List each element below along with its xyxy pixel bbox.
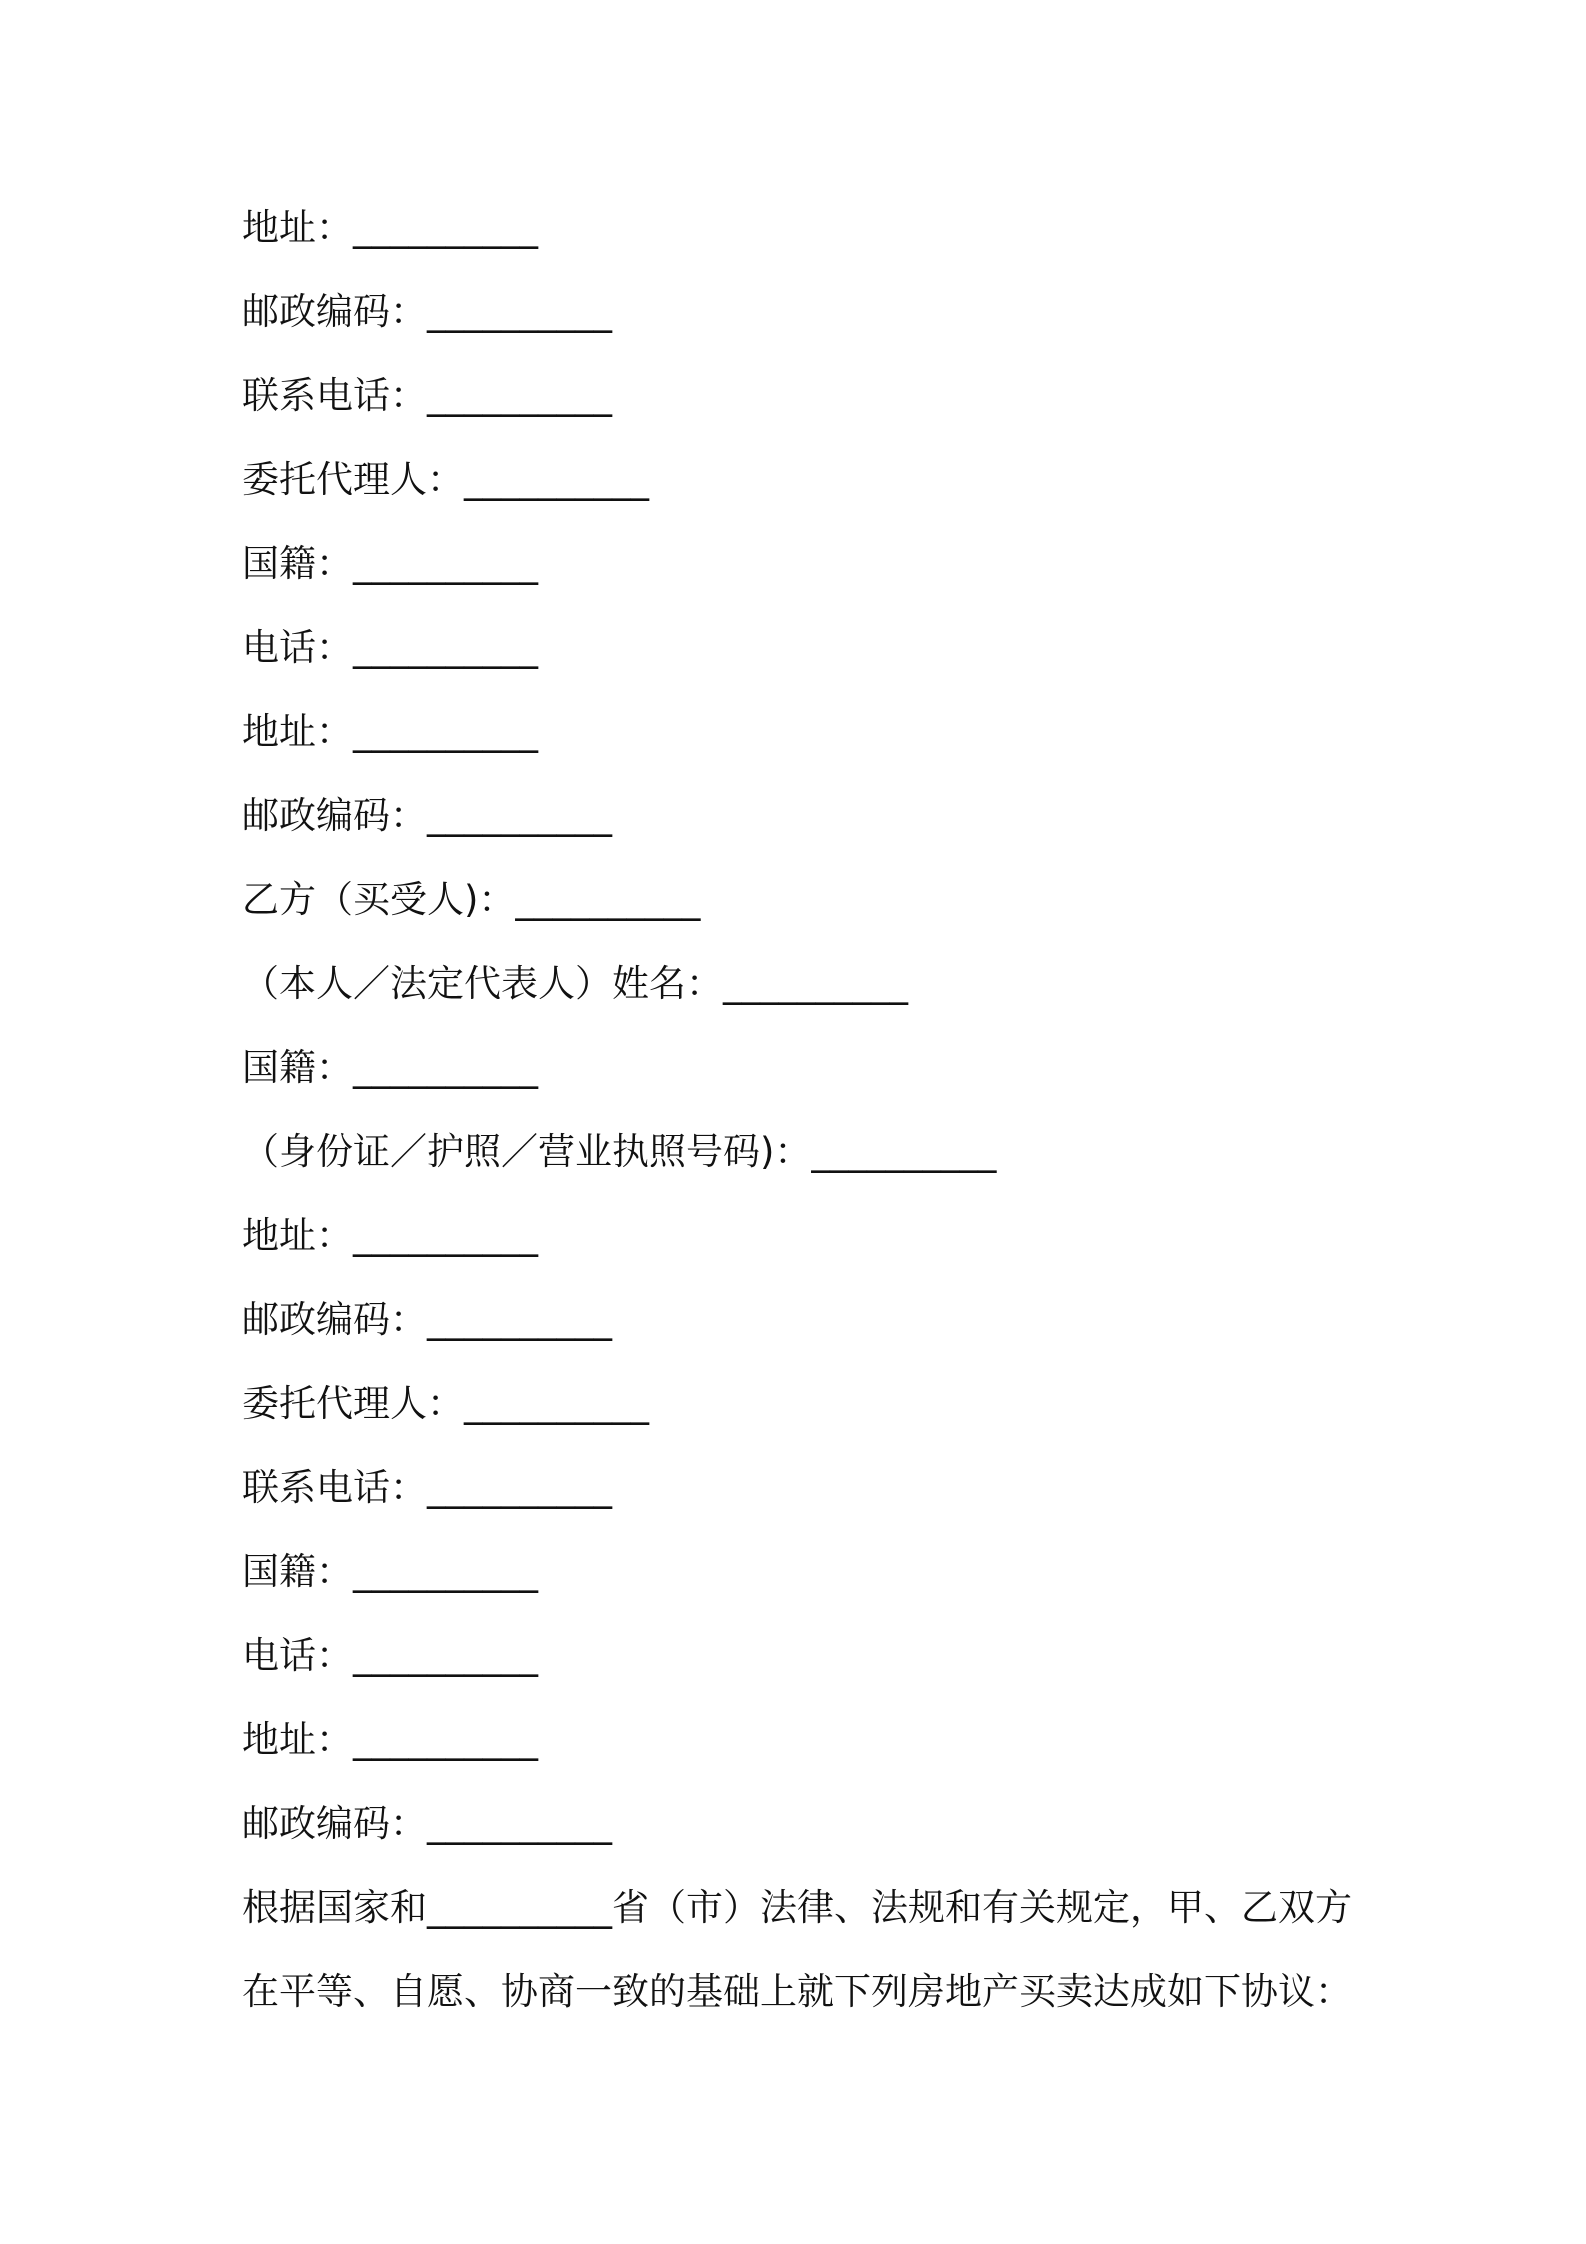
buyer-agent-postcode-line: 邮政编码：__________ xyxy=(242,1802,612,1845)
buyer-postcode-line: 邮政编码：__________ xyxy=(242,1298,612,1341)
buyer-agent-address-line: 地址：__________ xyxy=(242,1718,538,1761)
seller-agent-line: 委托代理人：__________ xyxy=(242,458,649,501)
buyer-address-line: 地址：__________ xyxy=(242,1214,538,1257)
buyer-id-number-line: （身份证／护照／营业执照号码)：__________ xyxy=(242,1130,997,1173)
buyer-party-line: 乙方（买受人)：__________ xyxy=(242,878,701,921)
agreement-paragraph-line-2: 在平等、自愿、协商一致的基础上就下列房地产买卖达成如下协议： xyxy=(242,1970,1352,2013)
buyer-contact-phone-line: 联系电话：__________ xyxy=(242,1466,612,1509)
document-body xyxy=(242,198,1362,2046)
seller-agent-postcode-line: 邮政编码：__________ xyxy=(242,794,612,837)
seller-agent-address-line: 地址：__________ xyxy=(242,710,538,753)
buyer-name-line: （本人／法定代表人）姓名：__________ xyxy=(242,962,908,1005)
seller-postcode-line: 邮政编码：__________ xyxy=(242,290,612,333)
buyer-nationality-line: 国籍：__________ xyxy=(242,1046,538,1089)
buyer-agent-nationality-line: 国籍：__________ xyxy=(242,1550,538,1593)
seller-agent-phone-line: 电话：__________ xyxy=(242,626,538,669)
seller-agent-nationality-line: 国籍：__________ xyxy=(242,542,538,585)
buyer-agent-phone-line: 电话：__________ xyxy=(242,1634,538,1677)
seller-contact-phone-line: 联系电话：__________ xyxy=(242,374,612,417)
seller-address-line: 地址：__________ xyxy=(242,206,538,249)
buyer-agent-line: 委托代理人：__________ xyxy=(242,1382,649,1425)
agreement-paragraph-line-1: 根据国家和__________省（市）法律、法规和有关规定，甲、乙双方 xyxy=(242,1886,1352,1929)
